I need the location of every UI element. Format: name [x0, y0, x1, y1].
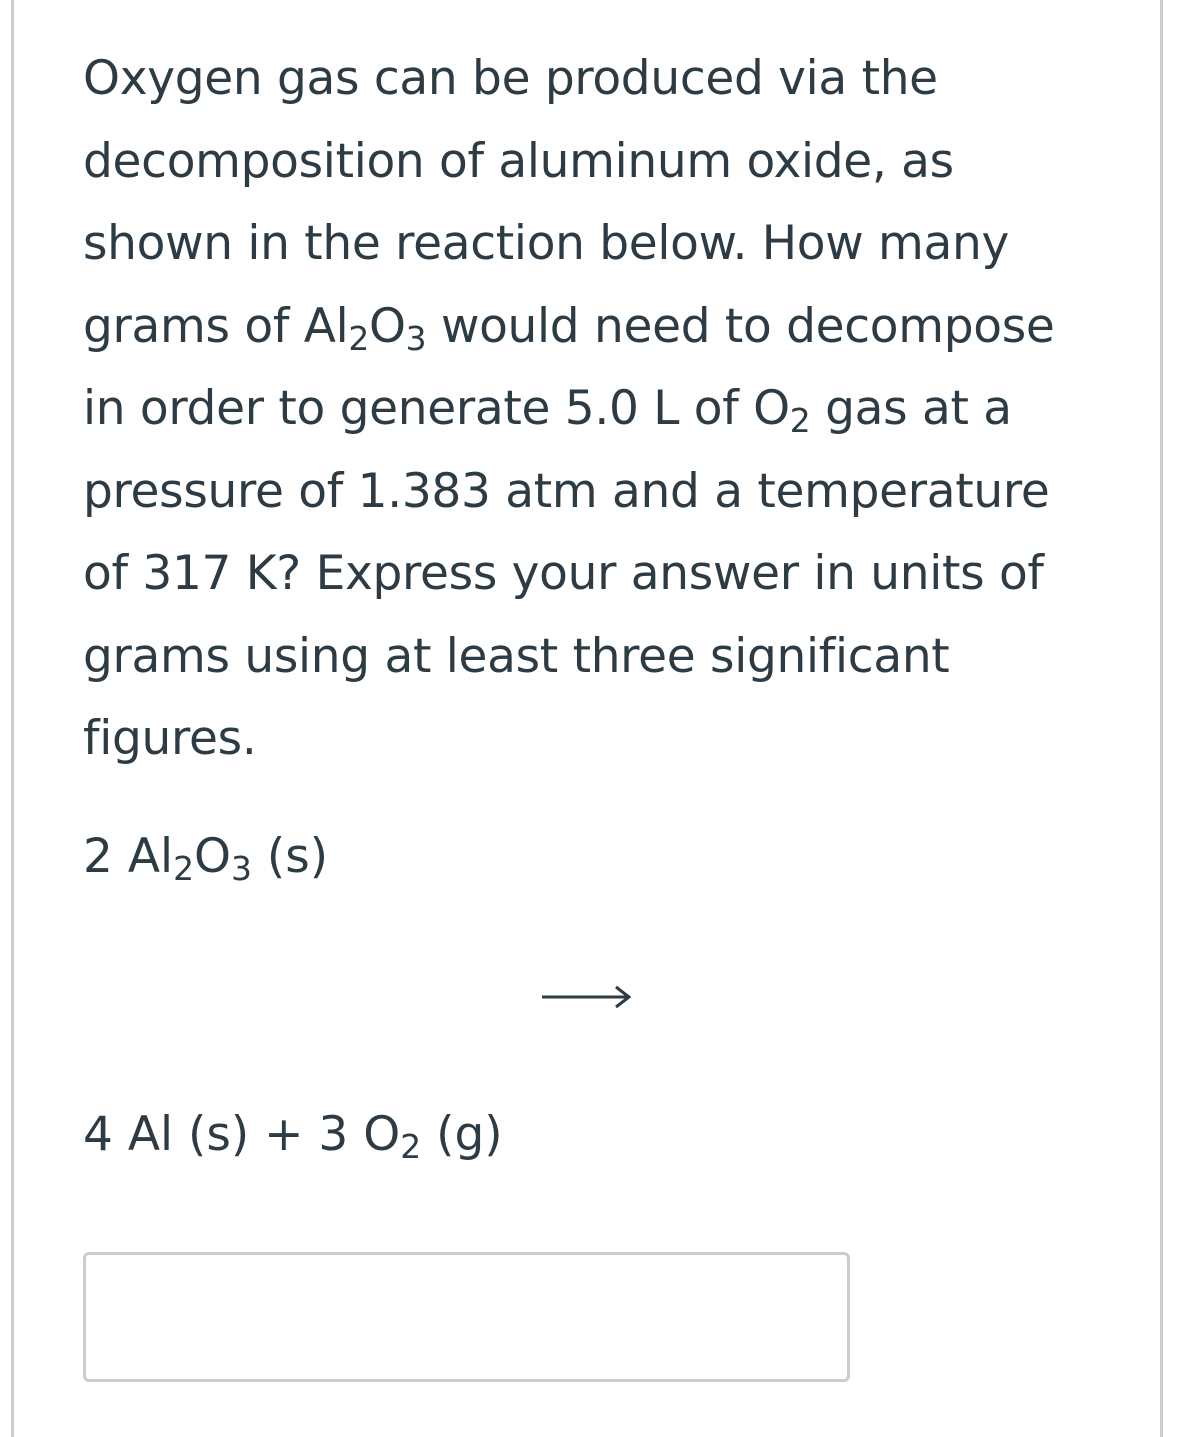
reactant-mid: O [194, 829, 231, 884]
question-text [83, 38, 1093, 781]
question-line-2: decomposition of aluminum oxide, as [83, 133, 954, 189]
reactant-post: (s) [251, 829, 329, 884]
reaction-reactant [83, 822, 328, 892]
question-line-3: shown in the reaction below. How many [83, 216, 1010, 271]
question-line-7: of 317 K? Express your answer in units of [83, 546, 1044, 601]
question-line-4-post: would need to decompose [426, 298, 1055, 354]
question-line-4-mid: O [368, 298, 406, 354]
subscript: 3 [405, 318, 427, 358]
question-line-5-pre: in order to generate 5.0 L of O [83, 381, 790, 436]
question-line-5 [83, 368, 1093, 451]
question-line-5-post: gas at a [810, 381, 1012, 436]
answer-input[interactable] [83, 1252, 850, 1382]
subscript: 2 [348, 318, 369, 358]
product-pre: 4 Al (s) + 3 O [83, 1107, 401, 1162]
subscript: 2 [789, 401, 811, 441]
reactant-pre: 2 Al [83, 829, 174, 884]
subscript: 2 [400, 1127, 422, 1167]
question-line-8: grams using at least three significant [83, 628, 950, 684]
question-line-1: Oxygen gas can be produced via the [83, 51, 938, 106]
question-line-4 [83, 286, 1093, 369]
question-line-9: figures. [83, 711, 257, 766]
reaction-product [83, 1100, 503, 1170]
product-post: (g) [421, 1107, 503, 1162]
subscript: 3 [231, 849, 252, 889]
reaction-arrow-icon [540, 982, 632, 1012]
question-line-4-pre: grams of Al [83, 298, 349, 354]
question-line-6: pressure of 1.383 atm and a temperature [83, 463, 1050, 519]
subscript: 2 [173, 849, 194, 889]
